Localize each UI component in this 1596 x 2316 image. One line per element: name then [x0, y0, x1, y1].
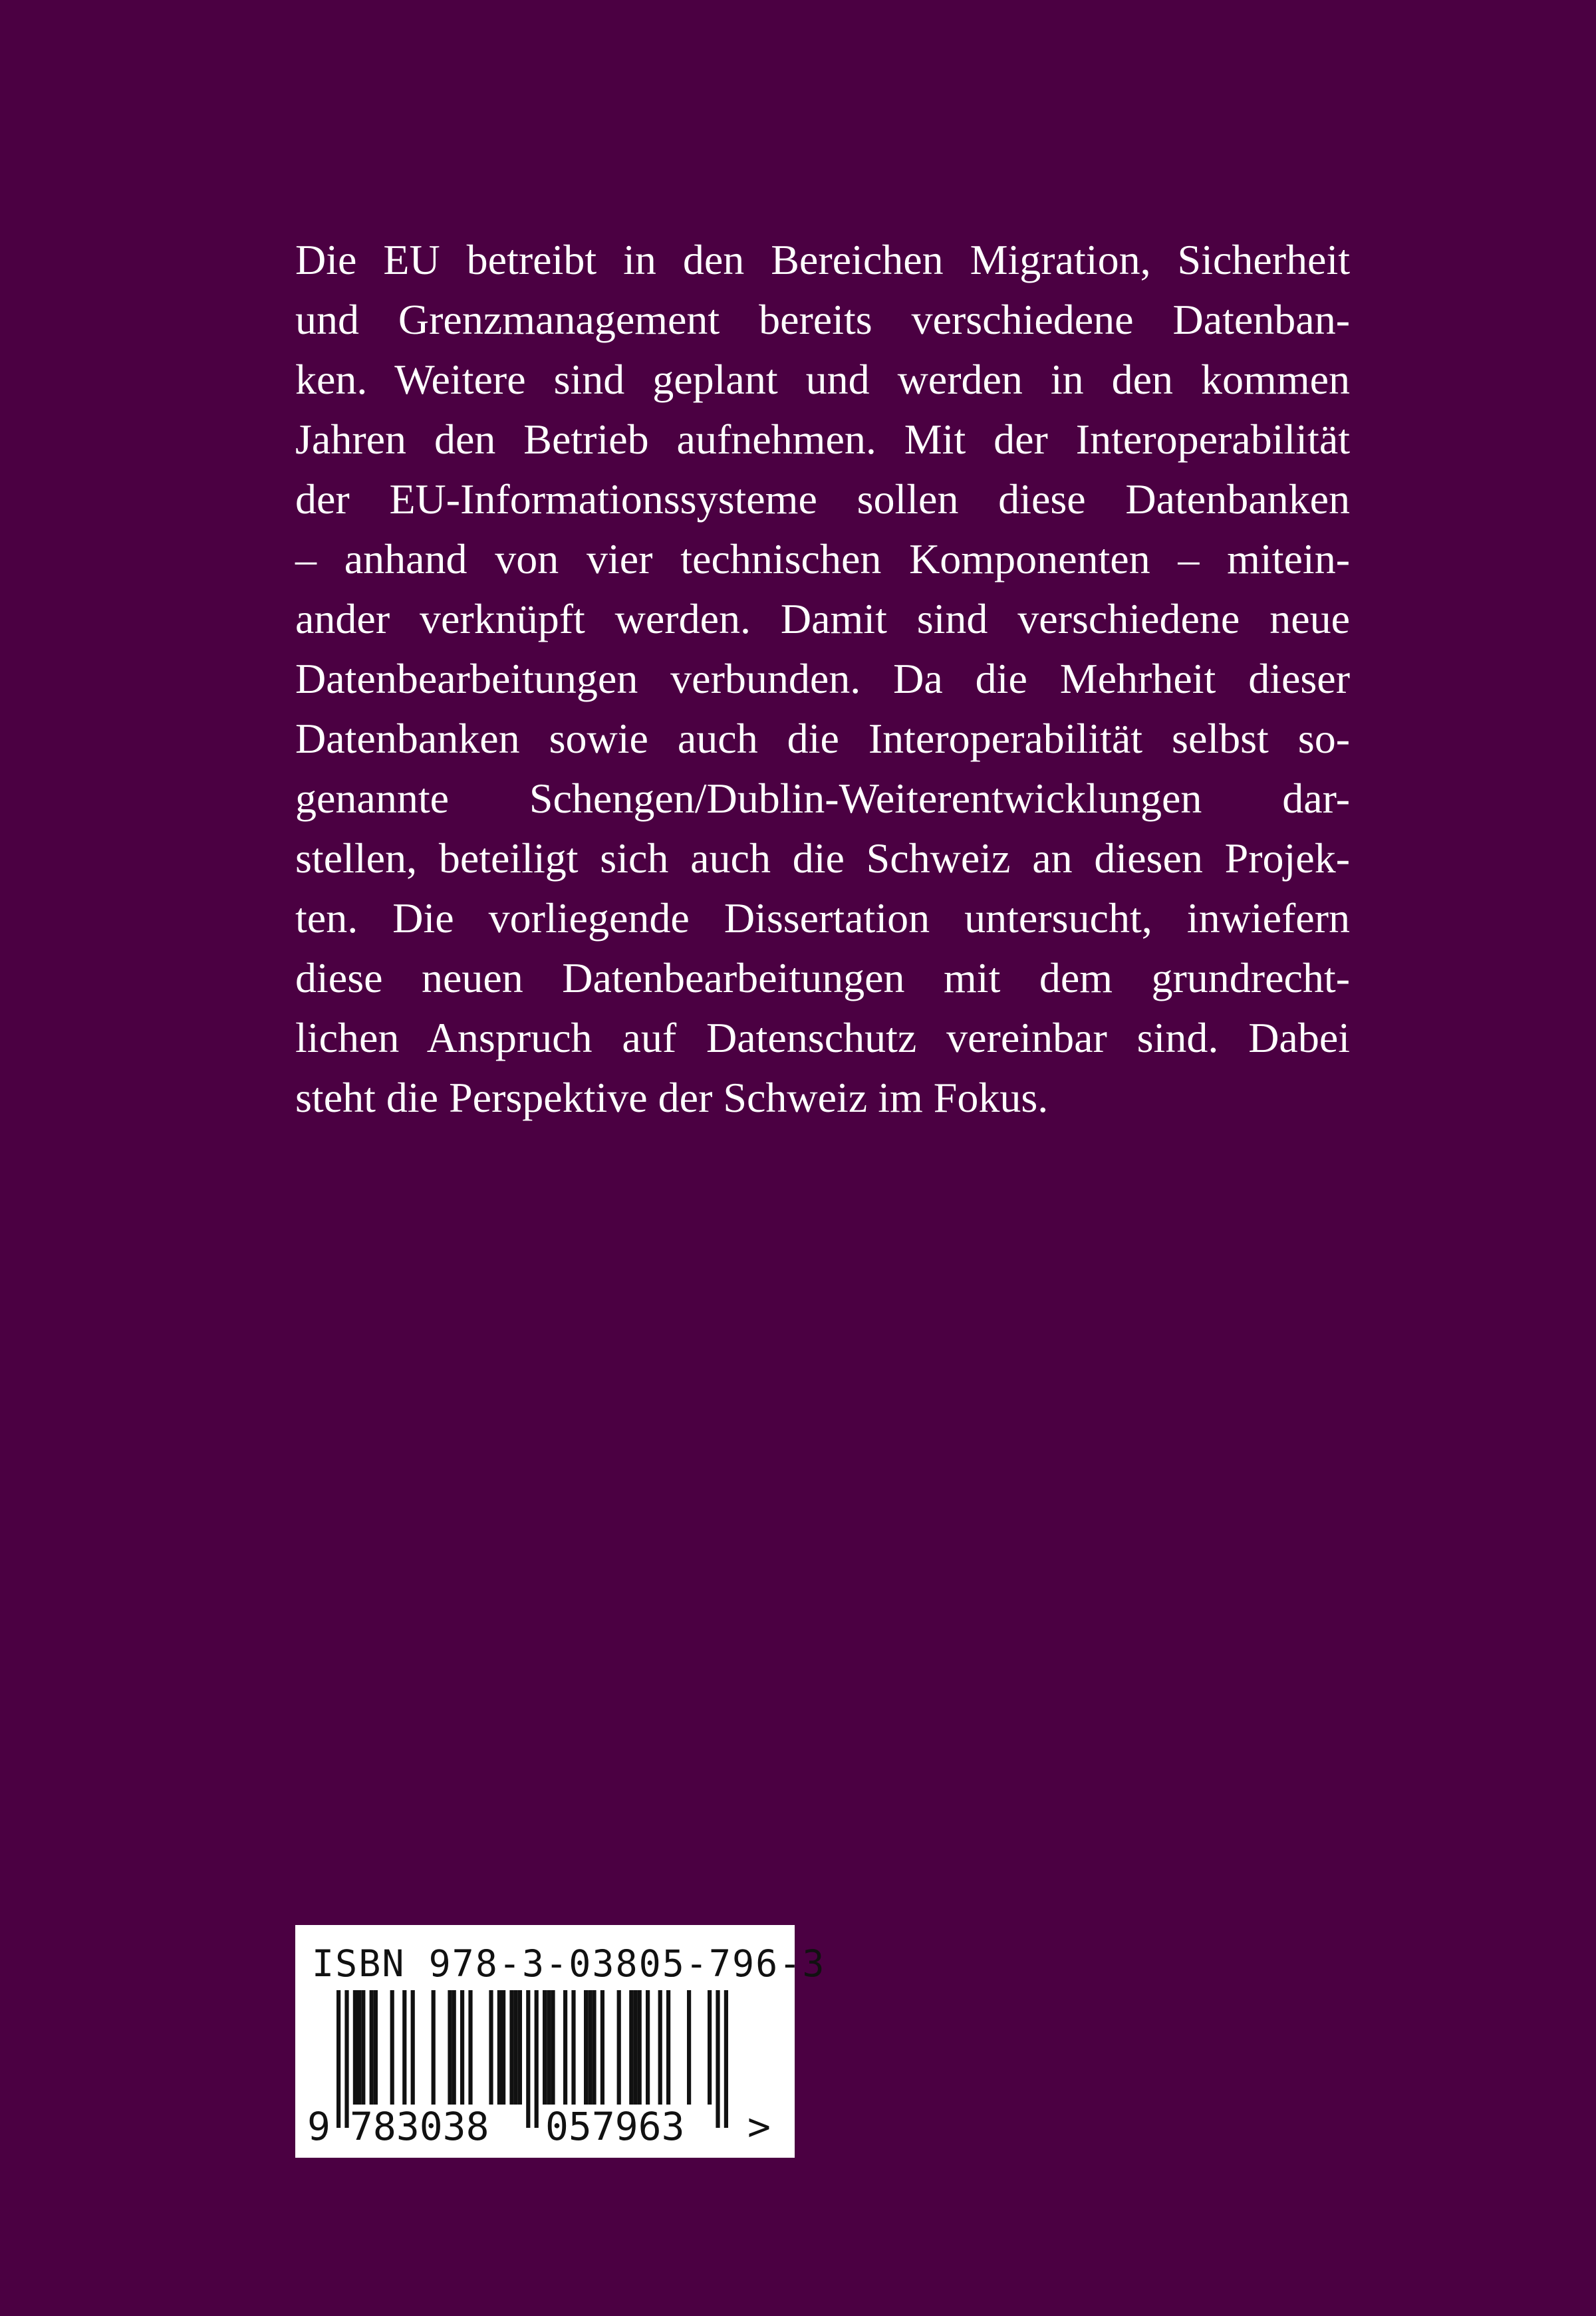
barcode-bar [588, 1990, 592, 2105]
barcode-bar [361, 1990, 365, 2105]
barcode-bar [687, 1990, 691, 2105]
blurb-line: diese neuen Datenbearbeitungen mit dem grundrecht- [295, 954, 1350, 1001]
blurb-line: Die EU betreibt in den Bereichen Migration, Sicherheit [295, 236, 1350, 283]
barcode-bar [452, 1990, 456, 2105]
blurb-line: Datenbearbeitungen verbunden. Da die Mehrheit dieser [295, 655, 1350, 702]
blurb-line: ten. Die vorliegende Dissertation untersucht, inwiefern [295, 894, 1350, 942]
blurb-line: stellen, beteiligt sich auch die Schweiz an diesen Projek- [295, 835, 1350, 882]
barcode-bar [543, 1990, 547, 2105]
blurb-line: ander verknüpft werden. Damit sind verschiedene neue [295, 595, 1350, 642]
barcode-bar [638, 1990, 642, 2105]
blurb-line: Datenbanken sowie auch die Interoperabilität selbst so- [295, 715, 1350, 762]
blurb-line: genannte Schengen/Dublin-Weiterentwicklungen dar- [295, 775, 1350, 822]
barcode-bar [370, 1990, 374, 2105]
barcode-bar [584, 1990, 588, 2105]
barcode-bar [629, 1990, 633, 2105]
barcode-bar [509, 1990, 513, 2105]
barcode-bar [501, 1990, 505, 2105]
barcode-bar [514, 1990, 518, 2105]
barcode-bar [617, 1990, 621, 2105]
barcode-bar [460, 1990, 464, 2105]
barcode-lead-digit: 9 [307, 2104, 331, 2149]
barcode-bar [592, 1990, 596, 2105]
barcode-bar [600, 1990, 604, 2105]
barcode-digits [295, 2103, 795, 2150]
barcode-left-digits: 783038 [350, 2104, 489, 2149]
barcode-bar [646, 1990, 650, 2105]
isbn-label: ISBN 978-3-03805-796-3 [312, 1942, 826, 1985]
barcode-bar [658, 1990, 662, 2105]
barcode-bar [563, 1990, 567, 2105]
isbn-barcode [295, 1925, 826, 2158]
barcode-bar [571, 1990, 575, 2105]
blurb-line: Jahren den Betrieb aufnehmen. Mit der Interoperabilität [295, 416, 1350, 463]
barcode-bar [432, 1990, 436, 2105]
barcode-bar [411, 1990, 415, 2105]
barcode-bar [353, 1990, 357, 2105]
cover-blurb [295, 230, 1350, 1128]
blurb-line: – anhand von vier technischen Komponenten – mitein- [295, 535, 1350, 582]
barcode-bar [468, 1990, 472, 2105]
blurb-line: ken. Weitere sind geplant und werden in den kommen [295, 356, 1350, 403]
barcode-bar [402, 1990, 406, 2105]
barcode-bar [390, 1990, 394, 2105]
barcode-bar [448, 1990, 452, 2105]
barcode-bar [551, 1990, 555, 2105]
barcode-bar [374, 1990, 378, 2105]
barcode-bar [633, 1990, 637, 2105]
barcode-bar [547, 1990, 551, 2105]
barcode-right-digits: 057963 [545, 2104, 685, 2149]
blurb-line: und Grenzmanagement bereits verschiedene Datenban- [295, 296, 1350, 343]
barcode-bar [497, 1990, 501, 2105]
barcode-bar [666, 1990, 670, 2105]
blurb-line: steht die Perspektive der Schweiz im Fokus. [295, 1074, 1049, 1121]
barcode-quiet-zone-mark: > [747, 2104, 771, 2149]
barcode-bar [357, 1990, 361, 2105]
barcode-bar [518, 1990, 522, 2105]
barcode-bar [708, 1990, 712, 2105]
blurb-line: der EU-Informationssysteme sollen diese Datenbanken [295, 475, 1350, 523]
blurb-line: lichen Anspruch auf Datenschutz vereinbar sind. Dabei [295, 1014, 1350, 1061]
barcode-bar [489, 1990, 493, 2105]
